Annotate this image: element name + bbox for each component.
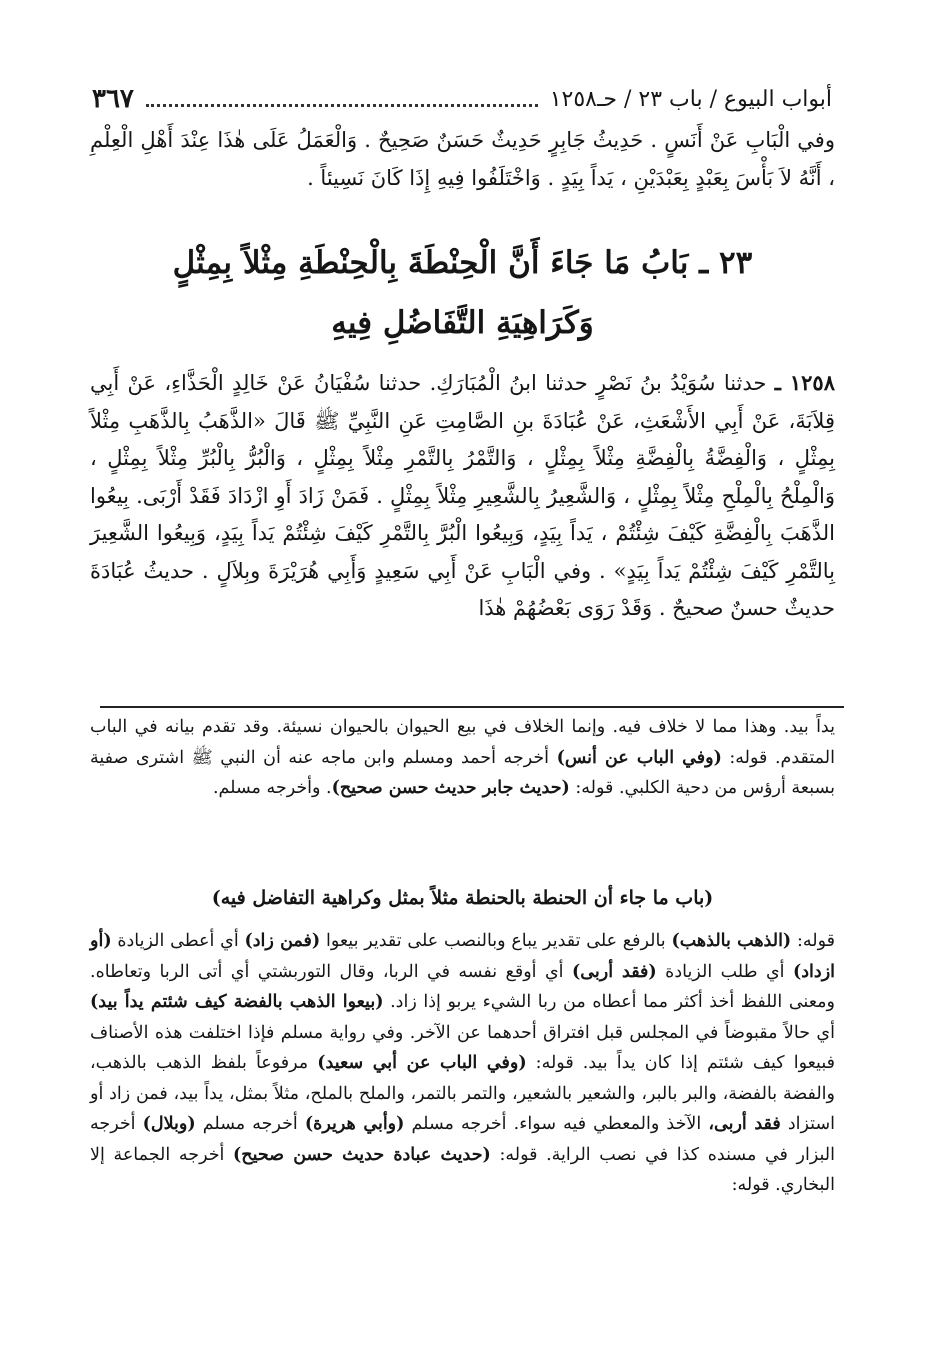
- chapter-heading-line-2: وَكَرَاهِيَةِ التَّفَاضُلِ فِيهِ: [331, 305, 594, 341]
- commentary-quoted-phrase: (فقد أربى): [572, 961, 657, 982]
- commentary-quoted-phrase: (وفي الباب عن أنس): [556, 747, 722, 768]
- hadith-paragraph: [90, 364, 835, 628]
- commentary-text-run: يداً بيد. وهذا مما لا خلاف فيه. وإنما الخلاف في بيع الحيوان بالحيوان نسيئة. وقد تقدم بيانه في الباب المتقدم. قوله:: [90, 717, 835, 768]
- commentary-quoted-phrase: (بيعوا الذهب بالفضة كيف شئتم يداً بيد): [90, 992, 384, 1012]
- commentary-text-run: أخرجه الجماعة إلا البخاري. قوله:: [90, 1144, 835, 1195]
- commentary-paragraph-1: [90, 712, 835, 804]
- commentary-text-run: أخرجه البزار في مسنده كذا في نصب الراية. قوله:: [90, 1114, 835, 1165]
- commentary-quoted-phrase: (وفي الباب عن أبي سعيد): [317, 1053, 527, 1073]
- running-header: [92, 82, 832, 116]
- running-header-title: أبواب البيوع / باب ٢٣ / حـ١٢٥٨: [549, 86, 832, 112]
- commentary-quoted-phrase: فقد أربى،: [708, 1114, 781, 1134]
- commentary-quoted-phrase: (فمن زاد): [244, 931, 321, 951]
- commentary-quoted-phrase: (أو ازداد): [90, 931, 836, 982]
- page-number: ٣٦٧: [92, 84, 134, 114]
- commentary-paragraph-2: [90, 926, 835, 1201]
- commentary-text-run: أي أعطى الزيادة: [111, 931, 245, 951]
- commentary-quoted-phrase: (وبلال): [142, 1114, 196, 1134]
- hadith-text: حدثنا سُوَيْدُ بنُ نَصْرٍ حدثنا ابنُ الْمُبَارَكِ. حدثنا سُفْيَانُ عَنْ خَالِدٍ الْحَذَّاءِ، عَنْ أَبِي قِلاَبَةَ، عَنْ أَبِي الأَشْعَثِ، عَنْ عُبَادَةَ بنِ الصَّامِتِ عَنِ النَّبِيِّ ﷺ قَالَ «الذَّهَبُ بِالذَّهَبِ مِثْلاً بِمِثْلٍ ، وَالْفِضَّةُ بِالْفِضَّةِ مِثْلاً بِمِثْلٍ ، وَالتَّمْرُ بِالتَّمْرِ مِثْلاً بِمِثْلٍ ، وَالْبُرُّ بِالْبُرِّ مِثْلاً بِمِثْلٍ ، وَالْمِلْحُ بِالْمِلْحِ مِثْلاً بِمِثْلٍ ، وَالشَّعِيرُ بِالشَّعِيرِ مِثْلاً بِمِثْلٍ . فَمَنْ زَادَ أَوِ ازْدَادَ فَقَدْ أَرْبَى. بِيعُوا الذَّهَبَ بِالْفِضَّةِ كَيْفَ شِئْتُمْ ، يَداً بِيَدٍ، وَبِيعُوا الْبُرَّ بِالتَّمْرِ كَيْفَ شِئْتُمْ يَداً بِيَدٍ، وَبِيعُوا الشَّعِيرَ بِالتَّمْرِ كَيْفَ شِئْتُمْ يَداً بِيَدٍ» . وفي الْبَابِ عَنْ أَبِي سَعِيدٍ وَأَبِي هُرَيْرَةَ وبِلاَلٍ . حديثُ عُبَادَةَ حديثٌ حسنٌ صحيحٌ . وَقَدْ رَوَى بَعْضُهُمْ هٰذَا: [90, 371, 835, 620]
- commentary-quoted-phrase: (حديث عبادة حديث حسن صحيح): [233, 1144, 491, 1165]
- hadith-number: ١٢٥٨ ـ: [774, 370, 835, 395]
- commentary-quoted-phrase: (الذهب بالذهب): [671, 931, 792, 951]
- commentary-text-run: مرفوعاً بلفظ الذهب بالذهب، والفضة بالفضة، والبر بالبر، والشعير بالشعير، والتمر بالتمر، والملح بالملح، مثلاً بمثل، يداً بيد، فمن زاد أو استزاد: [90, 1053, 835, 1134]
- commentary-text-run: أي حالاً مقبوضاً في المجلس قبل افتراق أحدهما عن الآخر. وفي رواية مسلم فإذا اختلفت هذه الأصناف فبيعوا كيف شئتم إذا كان يداً بيد. قوله:: [90, 1022, 835, 1073]
- commentary-text-run: أخرجه مسلم: [195, 1114, 305, 1134]
- header-dotted-leader: [146, 104, 538, 107]
- commentary-text-run: أي طلب الزيادة: [656, 961, 793, 982]
- commentary-text-run: . وأخرجه مسلم.: [212, 778, 332, 798]
- commentary-text-run: الآخذ والمعطي فيه سواء. أخرجه مسلم: [404, 1114, 709, 1134]
- commentary-quoted-phrase: (وأبي هريرة): [304, 1114, 405, 1134]
- footnote-divider: [100, 706, 844, 708]
- commentary-text-run: أي أوقع نفسه في الربا، وقال التوربشتي أي أتى الربا وتعاطاه. ومعنى اللفظ أخذ أكثر مما أعطاه من ربا الشيء يربو إذا زاد.: [90, 961, 835, 1012]
- commentary-heading: (باب ما جاء أن الحنطة بالحنطة مثلاً بمثل وكراهية التفاضل فيه): [211, 887, 714, 909]
- commentary-text-run: قوله:: [791, 931, 835, 951]
- chapter-heading-line-1: ٢٣ ـ بَابُ مَا جَاءَ أَنَّ الْحِنْطَةَ بِالْحِنْطَةِ مِثْلاً بِمِثْلٍ: [172, 245, 753, 281]
- commentary-text-run: بالرفع على تقدير يباع وبالنصب على تقدير بيعوا: [320, 931, 672, 951]
- main-opening-paragraph: وفي الْبَابِ عَنْ أَنَسٍ . حَدِيثُ جَابِرٍ حَدِيثٌ حَسَنٌ صَحِيحٌ . وَالْعَمَلُ عَلَى هٰذَا عِنْدَ أَهْلِ الْعِلْمِ ، أَنَّهُ لاَ بَأْسَ بِعَبْدٍ بِعَبْدَيْنِ ، يَداً بِيَدٍ . وَاخْتَلَفُوا فِيهِ إِذَا كَانَ نَسِيئاً .: [90, 128, 835, 190]
- chapter-heading: [90, 233, 835, 353]
- commentary-text-run: أخرجه أحمد ومسلم وابن ماجه عنه أن النبي ﷺ اشترى صفية بسبعة أرؤس من دحية الكلبي. قوله:: [90, 747, 835, 798]
- commentary-quoted-phrase: (حديث جابر حديث حسن صحيح): [331, 778, 570, 798]
